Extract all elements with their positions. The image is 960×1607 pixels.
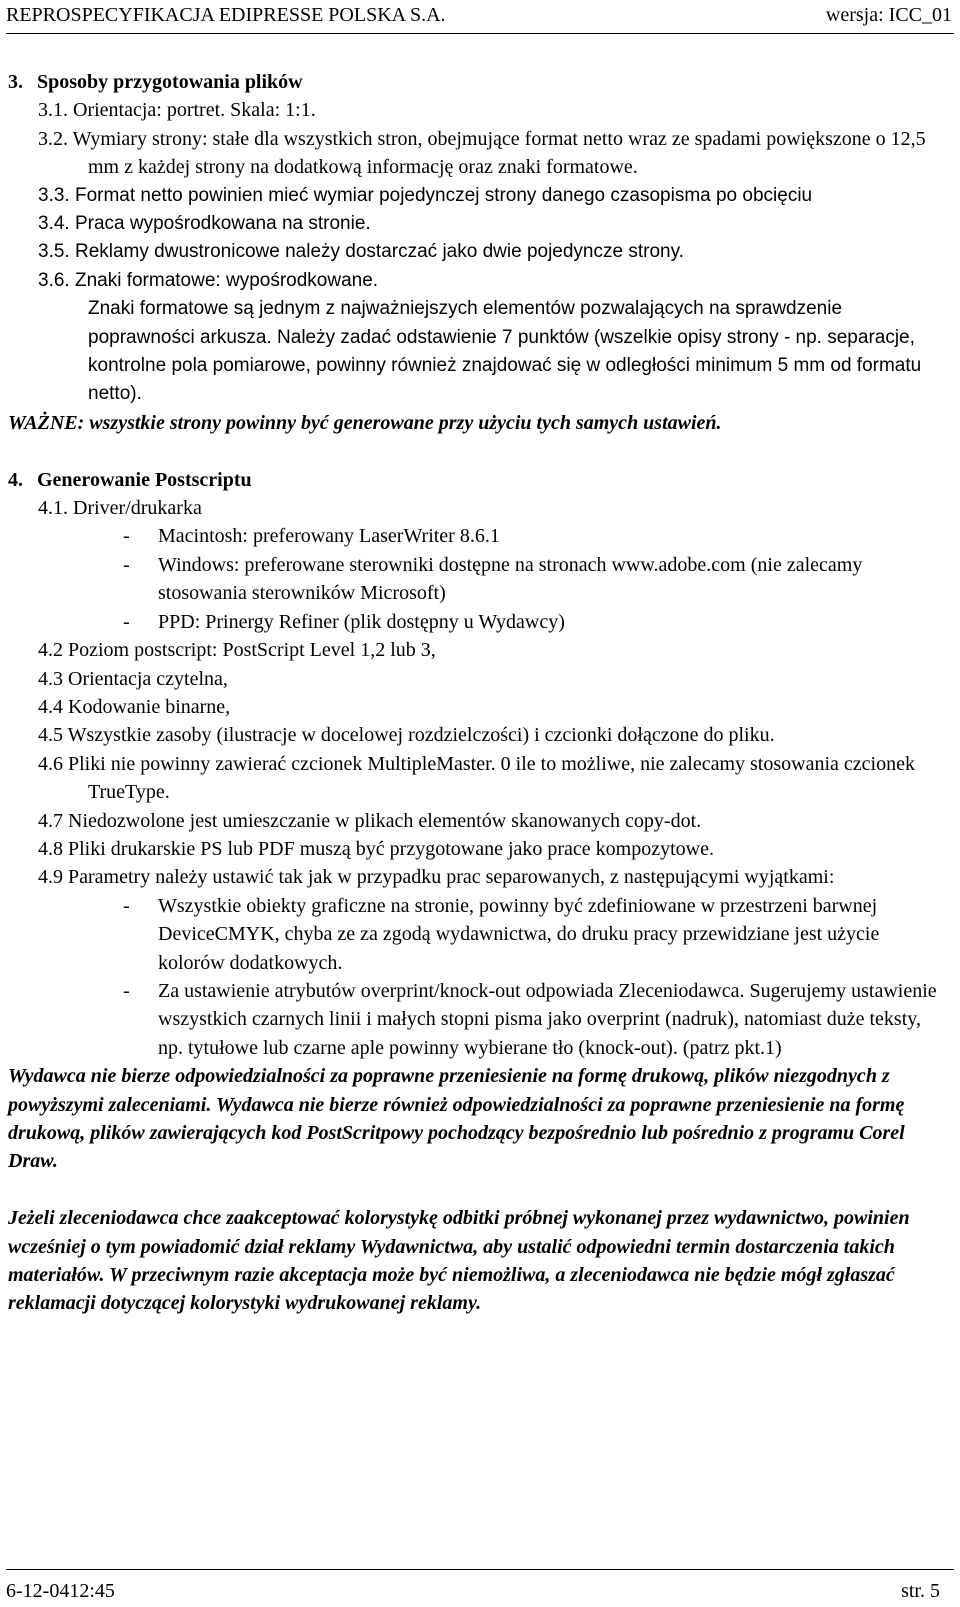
proof-acceptance-note: Jeżeli zleceniodawca chce zaakceptować kolorystykę odbitki próbnej wykonanej przez wydawnictwo, powinien wcześniej o tym powiadomić dział reklamy Wydawnictwa, aby ustalić odpowiedni termin dostarczenia takich materiałów. W przeciwnym razie akceptacja może być niemożliwa, a zleceniodawca nie będzie mógł zgłaszać reklamacji dotyczącej kolorystyki wydrukowanej reklamy. (8, 1207, 910, 1315)
format-marks-note: Znaki formatowe są jednym z najważniejszych elementów pozwalających na sprawdzenie poprawności arkusza. Należy zadać odstawienie 7 punktów (wszelkie opisy strony - np. separacje, kontrolne pola pomiarowe, powinny również znajdować się w odległości minimum 5 mm od formatu netto). (88, 298, 922, 405)
header-divider (6, 33, 954, 34)
item-3-1: 3.1. Orientacja: portret. Skala: 1:1. (38, 99, 316, 122)
item-4-5: 4.5 Wszystkie zasoby (ilustracje w docelowej rozdzielczości) i czcionki dołączone do pliku. (38, 724, 775, 747)
item-3-6: 3.6. Znaki formatowe: wypośrodkowane. (38, 269, 379, 291)
spacer (8, 437, 938, 465)
header-document-title: REPROSPECYFIKACJA EDIPRESSE POLSKA S.A. (6, 4, 446, 26)
item-4-2: 4.2 Poziom postscript: PostScript Level 1,2 lub 3, (38, 639, 436, 662)
item-3-2: 3.2. Wymiary strony: stałe dla wszystkich stron, obejmujące format netto wraz ze spadami powiększone o 12,5 mm z każdej strony na dodatkową informację oraz znaki formatowe. (38, 127, 926, 179)
section-3-title: Sposoby przygotowania plików (37, 71, 303, 93)
item-3-4: 3.4. Praca wypośrodkowana na stronie. (38, 213, 371, 235)
section-3-heading: 3. Sposoby przygotowania plików (8, 71, 303, 93)
driver-list-item: - Windows: preferowane sterowniki dostępne na stronach www.adobe.com (nie zalecamy stosowania sterowników Microsoft) (123, 553, 863, 605)
settings-warning: WAŻNE: wszystkie strony powinny być generowane przy użyciu tych samych ustawień. (8, 411, 722, 434)
footer-date: 6-12-0412:45 (6, 1580, 115, 1602)
document-body (8, 68, 938, 1318)
item-3-5: 3.5. Reklamy dwustronicowe należy dostarczać jako dwie pojedyncze strony. (38, 241, 684, 263)
exception-list-item: - Za ustawienie atrybutów overprint/knock-out odpowiada Zleceniodawca. Sugerujemy ustawienie wszystkich czarnych linii i małych stopni pisma jako overprint (nadruk), natomiast duże teksty, np. tytułowe lub czarne aple powinny wybierane tło (knock-out). (patrz pkt.1) (123, 979, 937, 1059)
section-4-heading: 4. Generowanie Postscriptu (8, 468, 252, 491)
item-4-8: 4.8 Pliki drukarskie PS lub PDF muszą być przygotowane jako prace kompozytowe. (38, 837, 714, 860)
item-4-4: 4.4 Kodowanie binarne, (38, 695, 231, 718)
section-4-title: Generowanie Postscriptu (37, 468, 252, 491)
header-version: wersja: ICC_01 (825, 4, 952, 26)
item-4-9: 4.9 Parametry należy ustawić tak jak w przypadku prac separowanych, z następującymi wyjątkami: (38, 866, 835, 889)
spacer (8, 1176, 938, 1204)
item-4-6: 4.6 Pliki nie powinny zawierać czcionek MultipleMaster. 0 ile to możliwe, nie zalecamy stosowania czcionek TrueType. (38, 752, 915, 804)
driver-list-item: - Macintosh: preferowany LaserWriter 8.6.1 (123, 525, 500, 548)
item-4-3: 4.3 Orientacja czytelna, (38, 667, 228, 690)
liability-disclaimer: Wydawca nie bierze odpowiedzialności za poprawne przeniesienie na formę drukową, plików niezgodnych z powyższymi zaleceniami. Wydawca nie bierze również odpowiedzialności za poprawne przeniesienie na formę drukową, plików zawierających kod PostScritpowy pochodzący bezpośrednio lub pośrednio z programu Corel Draw. (8, 1065, 905, 1173)
item-4-1: 4.1. Driver/drukarka (38, 497, 202, 520)
page-number: str. 5 (901, 1580, 940, 1602)
item-3-3: 3.3. Format netto powinien mieć wymiar pojedynczej strony danego czasopisma po obcięciu (38, 184, 813, 206)
driver-list-item: - PPD: Prinergy Refiner (plik dostępny u Wydawcy) (123, 610, 565, 633)
item-4-7: 4.7 Niedozwolone jest umieszczanie w plikach elementów skanowanych copy-dot. (38, 809, 702, 832)
exception-list-item: - Wszystkie obiekty graficzne na stronie, powinny być zdefiniowane w przestrzeni barwnej DeviceCMYK, chyba ze za zgodą wydawnictwa, do druku pracy przewidziane jest użycie kolorów dodatkowych. (123, 894, 880, 974)
footer-divider (6, 1569, 954, 1570)
